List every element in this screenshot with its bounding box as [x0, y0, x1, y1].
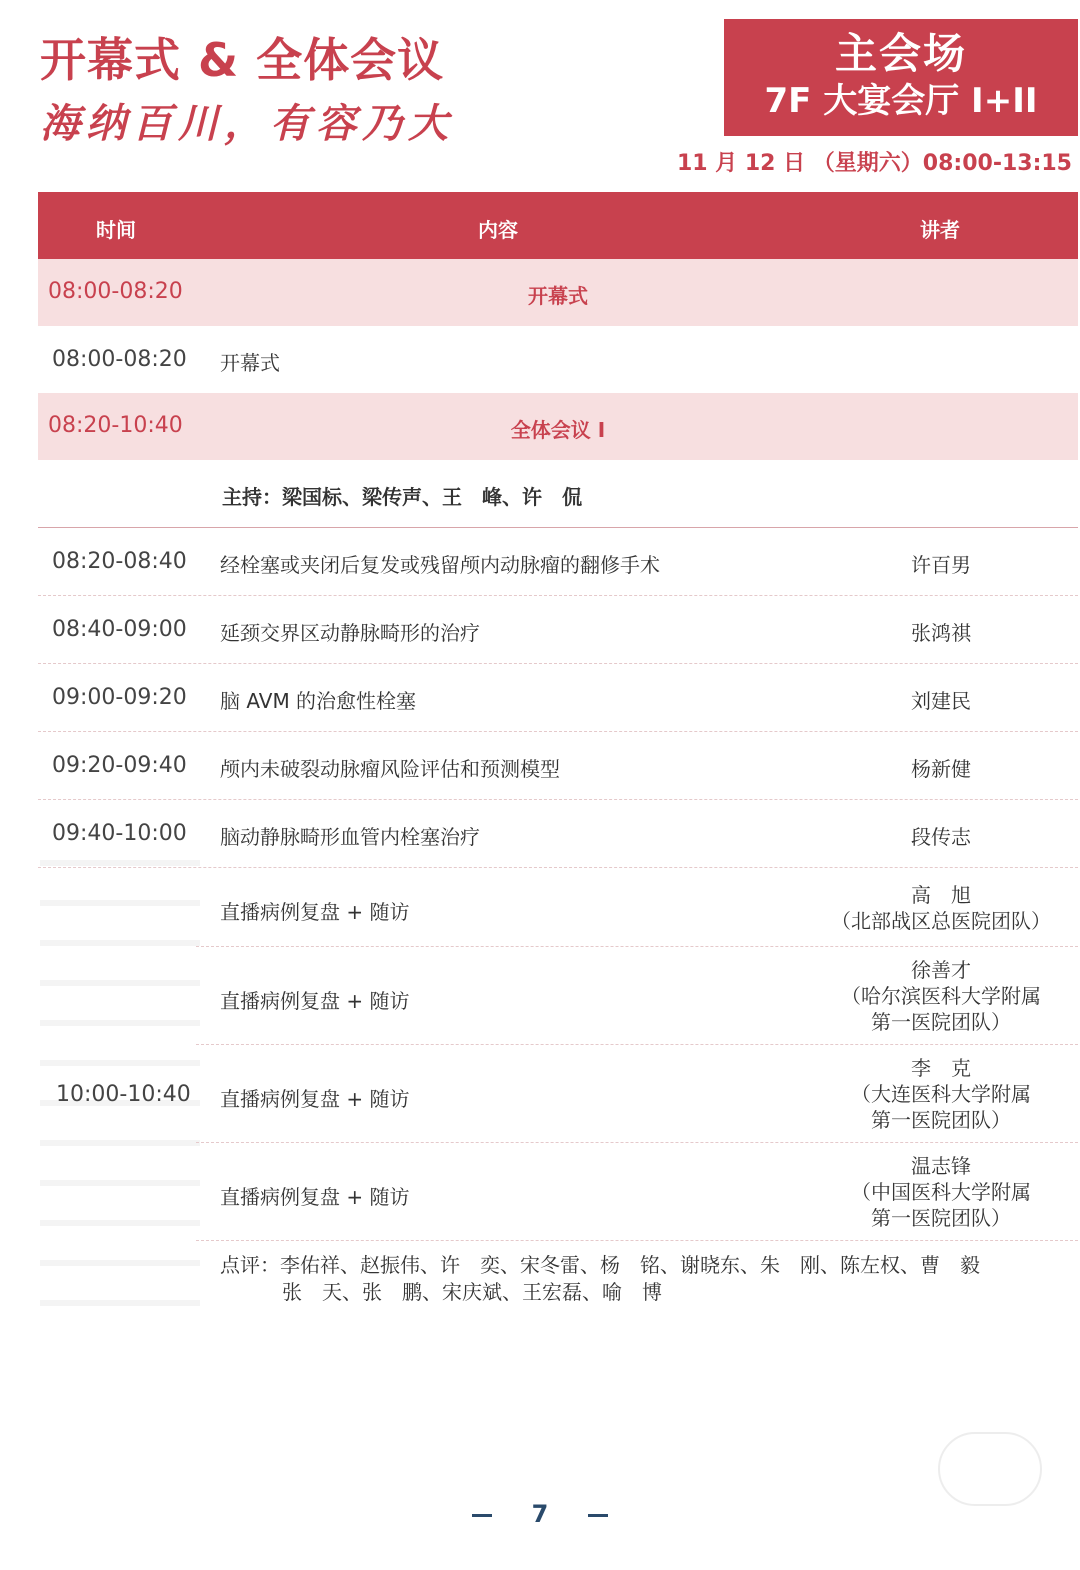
table-row	[38, 596, 1078, 664]
row-speaker	[818, 1153, 1064, 1231]
row-time: 09:40-10:00	[52, 821, 187, 846]
reviewers-line: 点评：李佑祥、赵振伟、许 奕、宋冬雷、杨 铭、谢晓东、朱 刚、陈左权、曹 毅	[220, 1253, 980, 1277]
row-time: 08:00-08:20	[52, 347, 187, 372]
slogan: 海纳百川，有容乃大	[40, 100, 454, 147]
live-case-block	[38, 868, 1078, 1242]
row-speaker: 段传志	[911, 825, 971, 849]
chair-row	[38, 460, 1078, 528]
row-speaker: 刘建民	[911, 689, 971, 713]
row-content: 直播病例复盘 + 随访	[220, 1087, 410, 1111]
venue-main: 主会场	[834, 29, 967, 78]
row-content: 延颈交界区动静脉畸形的治疗	[220, 621, 480, 645]
live-case-row	[196, 947, 1078, 1045]
row-speaker	[818, 957, 1064, 1035]
speaker-name: 高 旭	[911, 883, 971, 907]
chairs: 主持：梁国标、梁传声、王 峰、许 侃	[222, 485, 582, 509]
header-speaker: 讲者	[920, 218, 960, 242]
live-case-row	[196, 1045, 1078, 1143]
section-title: 全体会议 I	[510, 418, 606, 442]
section-title: 开幕式	[528, 284, 588, 308]
venue-badge	[724, 19, 1078, 136]
row-content: 经栓塞或夹闭后复发或残留颅内动脉瘤的翻修手术	[220, 553, 660, 577]
row-content: 直播病例复盘 + 随访	[220, 989, 410, 1013]
section-time: 08:20-10:40	[48, 413, 183, 438]
speaker-org: 第一医院团队）	[871, 1206, 1011, 1230]
dash-right	[588, 1514, 608, 1517]
live-case-row	[196, 868, 1078, 947]
speaker-org: 第一医院团队）	[871, 1010, 1011, 1034]
row-content: 直播病例复盘 + 随访	[220, 900, 410, 924]
speaker-name: 徐善才	[911, 958, 971, 982]
table-row	[38, 732, 1078, 800]
reviewers	[220, 1252, 980, 1306]
dash-left	[472, 1514, 492, 1517]
venue-room: 7F 大宴会厅 I+II	[764, 81, 1038, 121]
live-case-row	[196, 1143, 1078, 1241]
live-time: 10:00-10:40	[56, 1082, 191, 1107]
speaker-org: 第一医院团队）	[871, 1108, 1011, 1132]
table-row	[38, 664, 1078, 732]
session-date: 11 月 12 日 （星期六）08:00-13:15	[676, 151, 1072, 176]
speaker-org: （北部战区总医院团队）	[831, 909, 1051, 933]
row-content: 直播病例复盘 + 随访	[220, 1185, 410, 1209]
page-number	[0, 1500, 1080, 1528]
header-time: 时间	[96, 218, 136, 242]
watermark-logo	[938, 1432, 1042, 1506]
row-content: 颅内未破裂动脉瘤风险评估和预测模型	[220, 757, 560, 781]
row-speaker	[818, 1055, 1064, 1133]
section-opening	[38, 259, 1078, 326]
speaker-org: （哈尔滨医科大学附属	[841, 984, 1041, 1008]
row-speaker: 许百男	[911, 553, 971, 577]
table-row	[38, 326, 1078, 393]
table-header	[38, 192, 1078, 259]
row-time: 09:20-09:40	[52, 753, 187, 778]
header-content: 内容	[478, 218, 518, 242]
row-content: 开幕式	[220, 351, 280, 375]
row-content: 脑 AVM 的治愈性栓塞	[220, 689, 417, 713]
speaker-name: 温志锋	[911, 1154, 971, 1178]
schedule-table	[38, 192, 1078, 1242]
page-title: 开幕式 & 全体会议	[40, 33, 445, 87]
reviewers-line: 张 天、张 鹏、宋庆斌、王宏磊、喻 博	[282, 1280, 662, 1304]
row-speaker: 张鸿祺	[911, 621, 971, 645]
row-time: 08:40-09:00	[52, 617, 187, 642]
speaker-org: （大连医科大学附属	[851, 1082, 1031, 1106]
row-time: 09:00-09:20	[52, 685, 187, 710]
table-row	[38, 800, 1078, 868]
row-speaker	[818, 882, 1064, 934]
page-number-value: 7	[531, 1500, 549, 1528]
section-time: 08:00-08:20	[48, 279, 183, 304]
speaker-name: 李 克	[911, 1056, 971, 1080]
section-plenary	[38, 393, 1078, 460]
row-content: 脑动静脉畸形血管内栓塞治疗	[220, 825, 480, 849]
speaker-org: （中国医科大学附属	[851, 1180, 1031, 1204]
row-time: 08:20-08:40	[52, 549, 187, 574]
table-row	[38, 528, 1078, 596]
row-speaker: 杨新健	[911, 757, 971, 781]
